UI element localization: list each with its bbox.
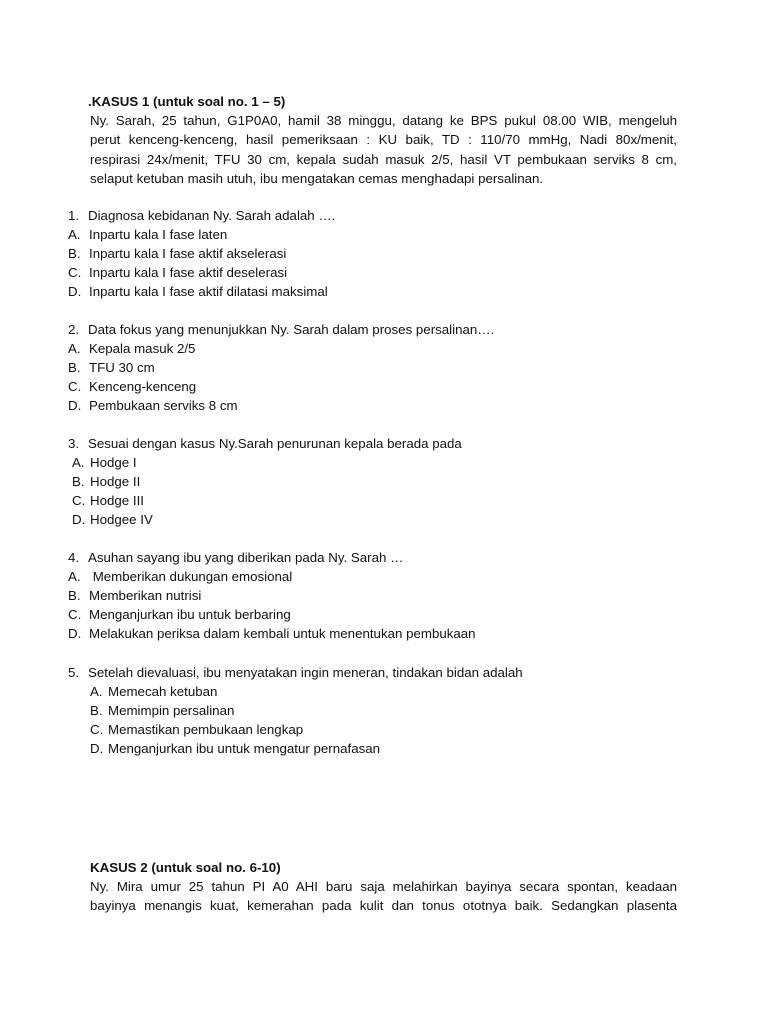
case-1-description [90, 111, 677, 189]
case-1-line: perut kenceng-kenceng, hasil pemeriksaan : KU baik, TD : 110/70 mmHg, Nadi 80x/menit, [90, 132, 677, 148]
option-c [68, 263, 335, 282]
question-3 [68, 434, 462, 529]
option-a [68, 453, 462, 472]
option-c [68, 377, 494, 396]
option-label: D. [68, 626, 82, 641]
question-number: 1. [68, 208, 80, 223]
option-d [68, 396, 494, 415]
option-label: A. [90, 684, 103, 699]
option-label: C. [68, 607, 82, 622]
option-label: C. [68, 379, 82, 394]
option-a [68, 225, 335, 244]
option-text: Memecah ketuban [108, 684, 218, 699]
option-text: Memberikan dukungan emosional [89, 569, 293, 584]
option-a [68, 682, 523, 701]
question-1 [68, 206, 335, 301]
case-1-line: respirasi 24x/menit, TFU 30 cm, kepala sudah masuk 2/5, hasil VT pembukaan serviks 8 cm, [90, 151, 677, 167]
option-label: A. [68, 341, 81, 356]
question-5-stem [68, 663, 523, 682]
question-text: Setelah dievaluasi, ibu menyatakan ingin meneran, tindakan bidan adalah [88, 665, 523, 680]
option-label: C. [68, 265, 82, 280]
option-b [68, 244, 335, 263]
option-d [68, 739, 523, 758]
option-c [68, 720, 523, 739]
question-4 [68, 548, 476, 643]
option-text: Memimpin persalinan [108, 703, 235, 718]
option-label: B. [90, 703, 103, 718]
option-text: Menganjurkan ibu untuk mengatur pernafasan [108, 741, 381, 756]
option-text: Hodge II [90, 474, 141, 489]
option-d [68, 282, 335, 301]
option-text: Hodge I [90, 455, 137, 470]
option-text: Hodgee IV [90, 512, 153, 527]
option-text: Inpartu kala I fase aktif deselerasi [89, 265, 288, 280]
option-text: Memastikan pembukaan lengkap [108, 722, 304, 737]
option-label: C. [90, 722, 104, 737]
question-number: 4. [68, 550, 80, 565]
option-a [68, 567, 476, 586]
case-1-title: .KASUS 1 (untuk soal no. 1 – 5) [88, 94, 286, 109]
option-label: A. [68, 569, 81, 584]
option-label: D. [90, 741, 104, 756]
case-1-line: Ny. Sarah, 25 tahun, G1P0A0, hamil 38 minggu, datang ke BPS pukul 08.00 WIB, mengeluh [90, 113, 677, 128]
case-2-line: Ny. Mira umur 25 tahun PI A0 AHI baru saja melahirkan bayinya secara spontan, keadaan [90, 879, 677, 894]
option-text: Pembukaan serviks 8 cm [89, 398, 238, 413]
case-2-description [90, 877, 677, 916]
option-text: Kenceng-kenceng [89, 379, 197, 394]
question-text: Data fokus yang menunjukkan Ny. Sarah dalam proses persalinan…. [88, 322, 495, 337]
option-b [68, 701, 523, 720]
case-1-line: selaput ketuban masih utuh, ibu mengatakan cemas menghadapi persalinan. [90, 171, 544, 187]
option-c [68, 605, 476, 624]
option-label: D. [68, 398, 82, 413]
question-text: Diagnosa kebidanan Ny. Sarah adalah …. [88, 208, 336, 223]
question-2-stem [68, 320, 494, 339]
option-text: Menganjurkan ibu untuk berbaring [89, 607, 291, 622]
option-label: B. [68, 360, 81, 375]
option-d [68, 624, 476, 643]
option-text: Memberikan nutrisi [89, 588, 202, 603]
option-text: Melakukan periksa dalam kembali untuk menentukan pembukaan [89, 626, 476, 641]
option-text: Kepala masuk 2/5 [89, 341, 196, 356]
option-text: Hodge III [90, 493, 144, 508]
option-label: A. [68, 227, 81, 242]
case-2-title: KASUS 2 (untuk soal no. 6-10) [90, 860, 281, 875]
option-b [68, 358, 494, 377]
option-label: B. [72, 474, 85, 489]
question-4-stem [68, 548, 476, 567]
option-a [68, 339, 494, 358]
question-3-stem [68, 434, 462, 453]
option-c [68, 491, 462, 510]
option-text: Inpartu kala I fase aktif dilatasi maksimal [89, 284, 328, 299]
option-label: D. [72, 512, 86, 527]
question-5 [68, 663, 523, 758]
question-2 [68, 320, 494, 415]
option-label: A. [72, 455, 85, 470]
option-label: B. [68, 246, 81, 261]
option-label: B. [68, 588, 81, 603]
option-b [68, 586, 476, 605]
option-text: Inpartu kala I fase laten [89, 227, 228, 242]
question-text: Asuhan sayang ibu yang diberikan pada Ny. Sarah … [88, 550, 404, 565]
question-number: 2. [68, 322, 80, 337]
question-text: Sesuai dengan kasus Ny.Sarah penurunan kepala berada pada [88, 436, 462, 451]
case-2-line: bayinya menangis kuat, kemerahan pada kulit dan tonus ototnya baik. Sedangkan plasenta [90, 898, 677, 914]
option-label: D. [68, 284, 82, 299]
question-number: 3. [68, 436, 80, 451]
option-b [68, 472, 462, 491]
option-text: Inpartu kala I fase aktif akselerasi [89, 246, 287, 261]
option-label: C. [72, 493, 86, 508]
option-text: TFU 30 cm [89, 360, 155, 375]
question-number: 5. [68, 665, 80, 680]
question-1-stem [68, 206, 335, 225]
option-d [68, 510, 462, 529]
